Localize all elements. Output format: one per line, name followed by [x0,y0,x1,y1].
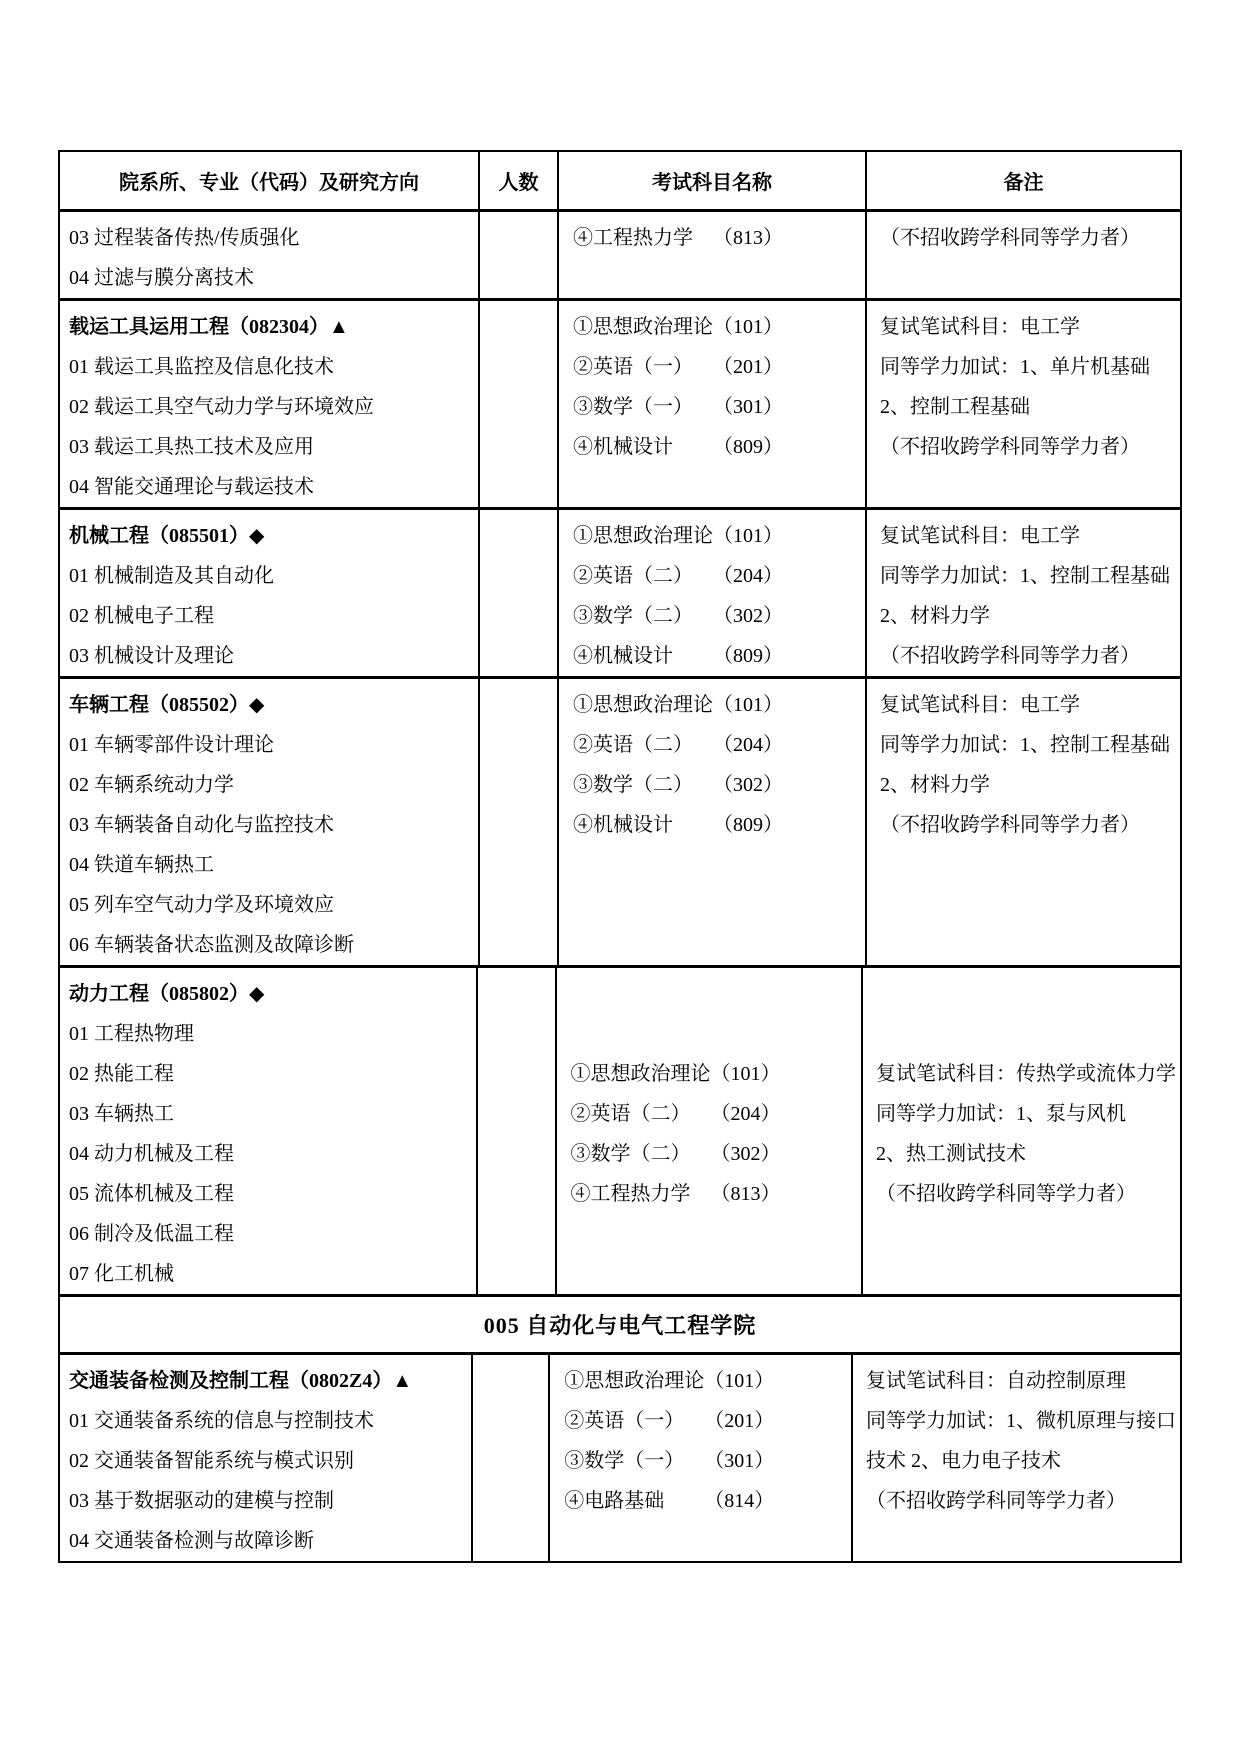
remark-line: （不招收跨学科同等学力者） [880,813,1140,836]
remark-line: 2、材料力学 [880,773,990,796]
subject-code: （201） [704,1409,775,1432]
subject-code: （201） [713,355,783,378]
header-major: 院系所、专业（代码）及研究方向 [119,172,419,194]
subject-name: ④机械设计 [573,435,673,458]
subject-name: ④工程热力学 [570,1182,691,1205]
enrollment-cell [476,968,555,1294]
program-title: 载运工具运用工程（082304）▲ [69,315,349,338]
subject-code: （809） [713,435,783,458]
empty-line [876,1011,1176,1051]
research-direction: 02 机械电子工程 [69,604,214,627]
subject-name: ②英语（二） [573,733,693,756]
subject-name: ④机械设计 [573,813,673,836]
subject-code: （204） [713,564,783,587]
subject-name: ②英语（二） [570,1102,691,1125]
exam-subject [573,722,865,762]
remark-line: 同等学力加试：1、控制工程基础 [880,564,1170,587]
program-title: 机械工程（085501）◆ [69,524,265,547]
subjects-cell [548,1355,851,1561]
program-row [60,507,1180,676]
subject-code: （101） [704,1369,775,1392]
subject-code: （301） [704,1449,775,1472]
program-row [60,965,1180,1294]
empty-line [571,971,861,1011]
exam-subject [571,1131,861,1171]
remark-line: （不招收跨学科同等学力者） [866,1489,1126,1512]
remark-line: 同等学力加试：1、单片机基础 [880,355,1150,378]
subject-code: （814） [704,1489,775,1512]
subject-name: ③数学（二） [573,773,693,796]
program-cell [60,679,478,965]
subject-name: ②英语（二） [573,564,693,587]
research-direction: 04 交通装备检测与故障诊断 [69,1529,314,1552]
research-direction: 01 工程热物理 [69,1022,194,1045]
exam-subject [573,344,865,384]
remarks-cell [865,510,1180,676]
subject-name: ①思想政治理论 [573,693,713,716]
remark-line: 同等学力加试：1、微机原理与接口 [866,1409,1176,1432]
subject-code: （809） [713,644,783,667]
program-title: 交通装备检测及控制工程（0802Z4）▲ [69,1369,413,1392]
remarks-cell [865,212,1180,298]
exam-subject [573,633,865,673]
subject-name: ①思想政治理论 [564,1369,705,1392]
subject-name: ①思想政治理论 [573,315,713,338]
subject-name: ③数学（一） [573,395,693,418]
exam-subject [564,1478,851,1518]
research-direction: 06 车辆装备状态监测及故障诊断 [69,933,354,956]
program-cell [60,968,476,1294]
exam-subject [573,593,865,633]
subject-name: ③数学（一） [564,1449,685,1472]
subject-name: ②英语（一） [573,355,693,378]
remark-line: （不招收跨学科同等学力者） [875,1182,1136,1205]
research-direction: 03 车辆热工 [69,1102,174,1125]
exam-subject [573,215,865,255]
section-title: 005 自动化与电气工程学院 [483,1313,757,1338]
remark-line: 2、热工测试技术 [875,1142,1026,1165]
remark-line: 技术 2、电力电子技术 [866,1449,1061,1472]
exam-subject [573,304,865,344]
enrollment-cell [478,679,557,965]
subject-code: （809） [713,813,783,836]
subject-code: （204） [713,733,783,756]
subject-code: （813） [713,226,783,249]
remark-line: 同等学力加试：1、泵与风机 [875,1102,1126,1125]
subjects-cell [557,679,865,965]
exam-subject [573,802,865,842]
remarks-cell [851,1355,1180,1561]
table-header-row [60,152,1180,209]
research-direction: 03 过程装备传热/传质强化 [69,226,300,249]
research-direction: 04 智能交通理论与载运技术 [69,475,314,498]
remark-line: （不招收跨学科同等学力者） [880,226,1140,249]
remark-line: 复试笔试科目：自动控制原理 [866,1369,1126,1392]
research-direction: 01 车辆零部件设计理论 [69,733,274,756]
remark-line: （不招收跨学科同等学力者） [880,644,1140,667]
research-direction: 05 列车空气动力学及环境效应 [69,893,334,916]
subject-name: ④机械设计 [573,644,673,667]
empty-line [876,971,1176,1011]
program-title: 车辆工程（085502）◆ [69,693,265,716]
exam-subject [571,1051,861,1091]
table-body [60,209,1180,1561]
program-cell [60,212,478,298]
header-count: 人数 [478,152,557,209]
research-direction: 03 车辆装备自动化与监控技术 [69,813,334,836]
exam-subject [564,1398,851,1438]
research-direction: 03 基于数据驱动的建模与控制 [69,1489,334,1512]
program-row [60,298,1180,507]
subject-name: ③数学（二） [570,1142,691,1165]
program-cell [60,510,478,676]
remark-line: 复试笔试科目：电工学 [880,524,1080,547]
exam-subject [564,1358,851,1398]
subject-name: ④电路基础 [564,1489,665,1512]
subject-code: （204） [710,1102,781,1125]
header-subjects: 考试科目名称 [557,152,865,209]
subject-code: （302） [710,1142,781,1165]
remark-line: 2、材料力学 [880,604,990,627]
remark-line: 2、控制工程基础 [880,395,1030,418]
research-direction: 02 热能工程 [69,1062,174,1085]
subject-code: （101） [710,1062,781,1085]
exam-subject [564,1438,851,1478]
subject-code: （101） [713,315,783,338]
program-row [60,1352,1180,1561]
exam-subject [573,682,865,722]
subject-code: （101） [713,693,783,716]
remarks-cell [865,301,1180,507]
remark-line: 复试笔试科目：电工学 [880,315,1080,338]
program-row [60,676,1180,965]
remarks-cell [865,679,1180,965]
research-direction: 04 动力机械及工程 [69,1142,234,1165]
enrollment-cell [478,301,557,507]
subject-code: （301） [713,395,783,418]
subject-name: ①思想政治理论 [570,1062,711,1085]
research-direction: 02 载运工具空气动力学与环境效应 [69,395,374,418]
admissions-table [58,150,1182,1563]
section-header-row [60,1294,1180,1352]
enrollment-cell [478,212,557,298]
exam-subject [571,1091,861,1131]
research-direction: 03 机械设计及理论 [69,644,234,667]
subject-code: （813） [710,1182,781,1205]
subject-code: （302） [713,604,783,627]
subject-name: ③数学（二） [573,604,693,627]
program-row [60,209,1180,298]
remark-line: （不招收跨学科同等学力者） [880,435,1140,458]
subjects-cell [557,212,865,298]
research-direction: 01 交通装备系统的信息与控制技术 [69,1409,374,1432]
exam-subject [573,553,865,593]
header-remarks: 备注 [865,152,1180,209]
subject-code: （101） [713,524,783,547]
subject-name: ④工程热力学 [573,226,693,249]
exam-subject [573,762,865,802]
subject-name: ①思想政治理论 [573,524,713,547]
research-direction: 01 机械制造及其自动化 [69,564,274,587]
exam-subject [571,1171,861,1211]
research-direction: 02 交通装备智能系统与模式识别 [69,1449,354,1472]
subjects-cell [557,510,865,676]
research-direction: 07 化工机械 [69,1262,174,1285]
remark-line: 复试笔试科目：传热学或流体力学 [875,1062,1176,1085]
enrollment-cell [471,1355,549,1561]
remark-line: 同等学力加试：1、控制工程基础 [880,733,1170,756]
empty-line [571,1011,861,1051]
enrollment-cell [478,510,557,676]
subject-code: （302） [713,773,783,796]
exam-subject [573,424,865,464]
program-title: 动力工程（085802）◆ [69,982,265,1005]
remark-line: 复试笔试科目：电工学 [880,693,1080,716]
subjects-cell [555,968,861,1294]
research-direction: 06 制冷及低温工程 [69,1222,234,1245]
research-direction: 02 车辆系统动力学 [69,773,234,796]
program-cell [60,1355,471,1561]
subject-name: ②英语（一） [564,1409,685,1432]
research-direction: 04 过滤与膜分离技术 [69,266,254,289]
subjects-cell [557,301,865,507]
research-direction: 03 载运工具热工技术及应用 [69,435,314,458]
research-direction: 05 流体机械及工程 [69,1182,234,1205]
exam-subject [573,513,865,553]
exam-subject [573,384,865,424]
remarks-cell [861,968,1180,1294]
program-cell [60,301,478,507]
research-direction: 04 铁道车辆热工 [69,853,214,876]
research-direction: 01 载运工具监控及信息化技术 [69,355,334,378]
